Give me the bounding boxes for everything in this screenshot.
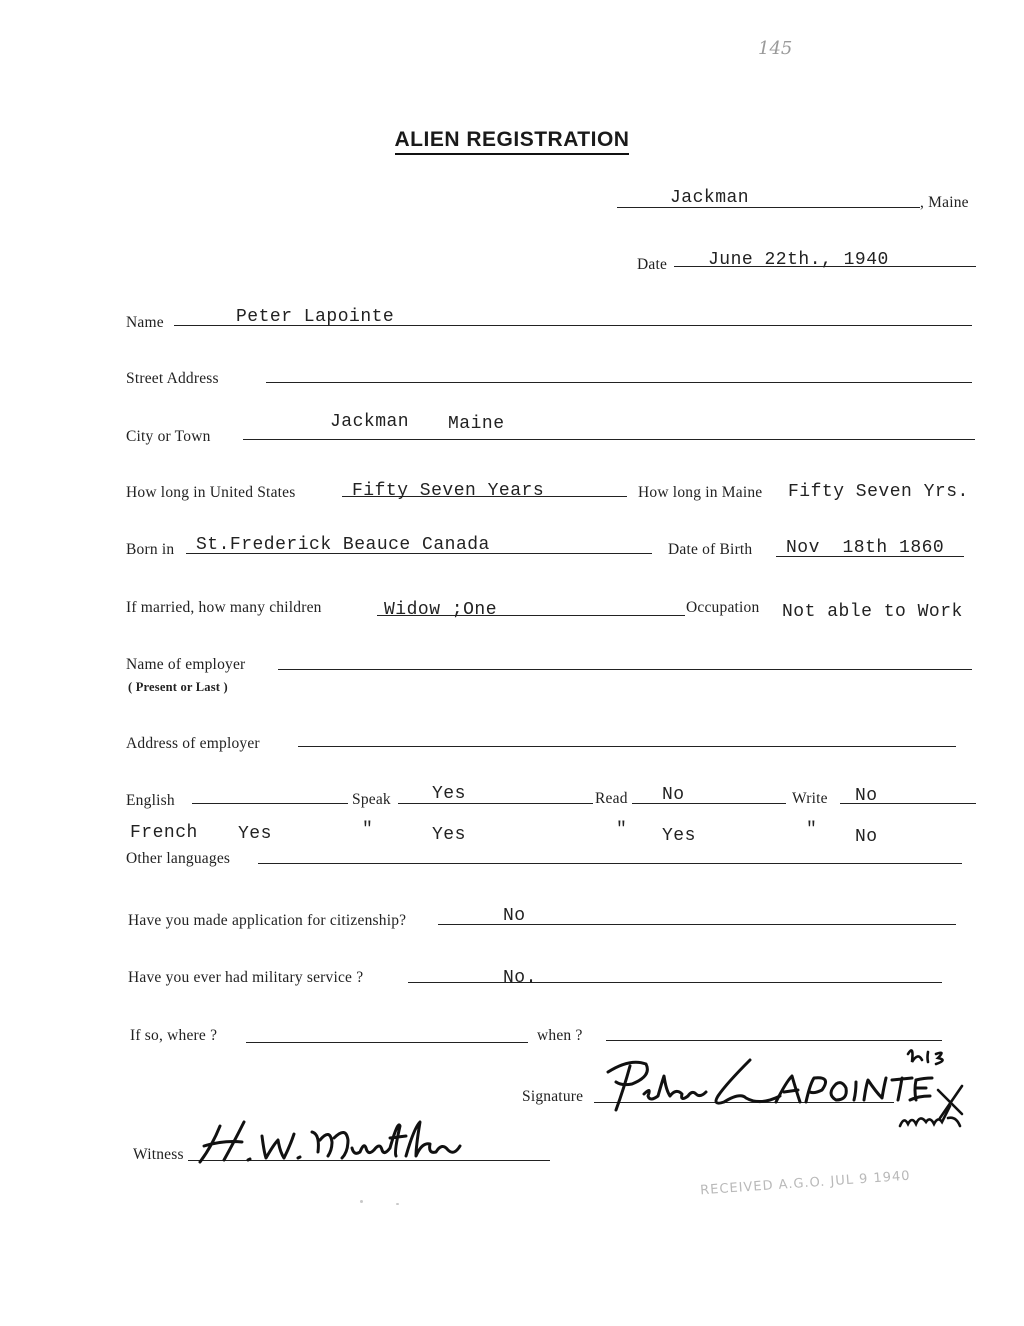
- signature-handwriting: [600, 1036, 980, 1136]
- speak-label: Speak: [352, 791, 391, 808]
- employer-sublabel: ( Present or Last ): [128, 680, 228, 694]
- place-suffix: , Maine: [920, 194, 969, 211]
- ditto-mark-speak: ": [362, 820, 374, 840]
- speak-line: [398, 803, 593, 804]
- read-line: [632, 803, 786, 804]
- french-write-value: No: [855, 827, 878, 847]
- date-label: Date: [637, 256, 668, 273]
- english-speak-value: Yes: [432, 784, 466, 804]
- children-label: If married, how many children: [126, 599, 322, 616]
- citizenship-label: Have you made application for citizenship?: [128, 912, 407, 929]
- name-label: Name: [126, 314, 164, 331]
- date-of-birth-value: Nov 18th 1860: [786, 538, 945, 558]
- speck: [360, 1200, 363, 1203]
- where-line: [246, 1042, 528, 1043]
- state-value: Maine: [448, 414, 505, 434]
- date-of-birth-label: Date of Birth: [668, 541, 753, 558]
- english-write-value: No: [855, 786, 878, 806]
- born-in-label: Born in: [126, 541, 175, 558]
- born-in-value: St.Frederick Beauce Canada: [196, 535, 490, 555]
- how-long-maine-value: Fifty Seven Yrs.: [788, 482, 969, 502]
- received-stamp: RECEIVED A.G.O. JUL 9 1940: [699, 1168, 912, 1199]
- ditto-mark-read: ": [616, 820, 628, 840]
- military-line: [408, 982, 942, 983]
- how-long-us-value: Fifty Seven Years: [352, 481, 545, 501]
- citizenship-value: No: [503, 906, 526, 926]
- place-line: [617, 207, 920, 208]
- city-value: Jackman: [330, 412, 410, 432]
- date-value: June 22th., 1940: [708, 250, 889, 270]
- military-value: No.: [503, 968, 537, 988]
- french-known-value: Yes: [238, 824, 272, 844]
- employer-label: Name of employer: [126, 656, 246, 673]
- employer-address-label: Address of employer: [126, 735, 260, 752]
- english-read-value: No: [662, 785, 685, 805]
- english-label: English: [126, 792, 175, 809]
- other-languages-line: [258, 863, 962, 864]
- french-read-value: Yes: [662, 826, 696, 846]
- french-label: French: [130, 823, 198, 843]
- when-label: when ?: [537, 1027, 583, 1044]
- name-value: Peter Lapointe: [236, 307, 395, 327]
- military-label: Have you ever had military service ?: [128, 969, 364, 986]
- corner-note: 145: [758, 38, 793, 59]
- read-label: Read: [595, 790, 628, 807]
- speck: [396, 1203, 399, 1205]
- witness-label: Witness: [133, 1146, 184, 1163]
- employer-address-line: [298, 746, 956, 747]
- signature-label: Signature: [522, 1088, 584, 1105]
- how-long-us-label: How long in United States: [126, 484, 296, 501]
- english-line: [192, 803, 348, 804]
- where-label: If so, where ?: [130, 1027, 218, 1044]
- how-long-maine-label: How long in Maine: [638, 484, 763, 501]
- form-title: ALIEN REGISTRATION: [0, 128, 1024, 152]
- place-value: Jackman: [670, 188, 750, 208]
- children-value: Widow ;One: [384, 600, 498, 620]
- occupation-value: Not able to Work: [782, 602, 963, 622]
- french-speak-value: Yes: [432, 825, 466, 845]
- employer-line: [278, 669, 972, 670]
- witness-handwriting: [190, 1112, 490, 1172]
- ditto-mark-write: ": [806, 820, 818, 840]
- city-label: City or Town: [126, 428, 211, 445]
- occupation-label: Occupation: [686, 599, 760, 616]
- other-languages-label: Other languages: [126, 850, 231, 867]
- street-address-line: [266, 382, 972, 383]
- write-label: Write: [792, 790, 828, 807]
- city-line: [243, 439, 975, 440]
- street-address-label: Street Address: [126, 370, 219, 387]
